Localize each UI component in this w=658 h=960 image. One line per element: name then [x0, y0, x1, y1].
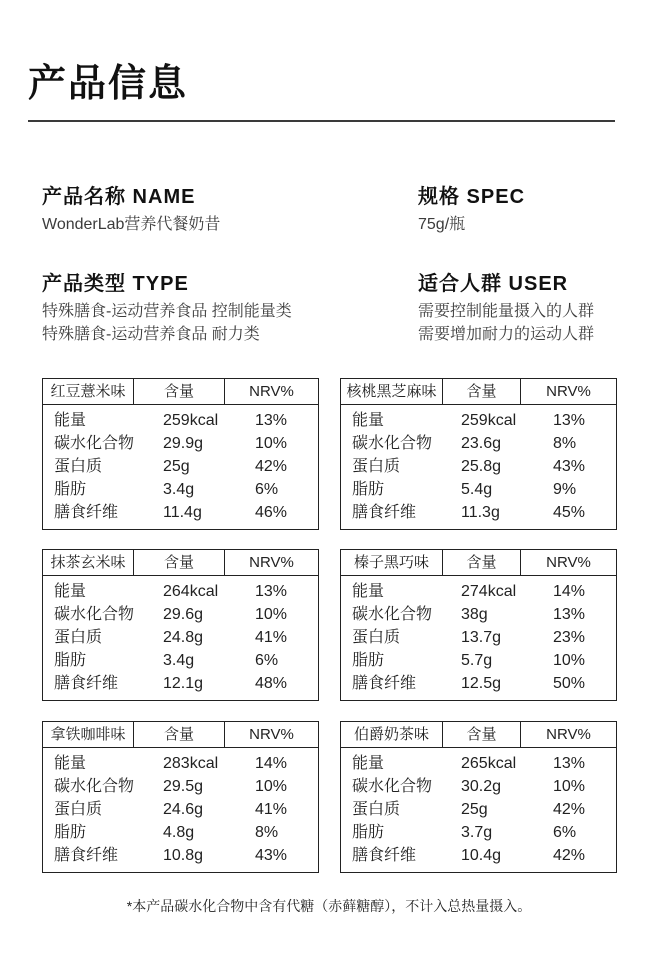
product-type-block: [42, 272, 372, 346]
nutrient-nrv: 41%: [255, 801, 288, 818]
nutrient-name: 能量: [352, 583, 385, 600]
table-row: [352, 478, 616, 501]
nutrition-table-hazelnut-dark-chocolate: [340, 549, 617, 701]
table-row: [352, 649, 616, 672]
nutrient-amount: 24.6g: [163, 801, 204, 818]
nutrient-amount: 11.3g: [461, 504, 500, 521]
nutrient-amount: 3.7g: [461, 824, 493, 841]
column-header-nrv: NRV%: [546, 554, 591, 571]
nutrient-name: 碳水化合物: [352, 778, 433, 795]
table-header: [43, 550, 318, 576]
table-row: [352, 501, 616, 524]
nutrient-amount: 5.7g: [461, 652, 493, 669]
flavor-name: 榛子黑巧味: [341, 550, 443, 575]
flavor-name: 伯爵奶茶味: [341, 722, 443, 747]
target-user-heading: 适合人群 USER: [418, 273, 569, 295]
nutrient-nrv: 9%: [553, 481, 577, 498]
target-user-value: 需要增加耐力的运动人群: [418, 326, 595, 343]
table-row: [54, 455, 318, 478]
column-header-nrv: NRV%: [249, 726, 294, 743]
nutrient-amount: 29.9g: [163, 435, 204, 452]
nutrient-name: 能量: [54, 412, 87, 429]
nutrient-nrv: 42%: [553, 801, 586, 818]
nutrient-amount: 10.4g: [461, 847, 502, 864]
table-body: [43, 576, 318, 695]
nutrient-amount: 12.5g: [461, 675, 502, 692]
nutrient-name: 蛋白质: [54, 629, 103, 646]
nutrition-table-earl-grey-milk-tea: [340, 721, 617, 873]
column-header-nrv: NRV%: [249, 554, 294, 571]
nutrient-amount: 25g: [461, 801, 488, 818]
product-spec-block: [418, 185, 648, 236]
nutrient-nrv: 42%: [553, 847, 586, 864]
nutrient-name: 能量: [352, 755, 385, 772]
nutrient-name: 蛋白质: [352, 629, 401, 646]
table-row: [54, 672, 318, 695]
nutrient-nrv: 13%: [255, 412, 288, 429]
nutrient-name: 碳水化合物: [352, 435, 433, 452]
nutrient-name: 碳水化合物: [352, 606, 433, 623]
nutrient-amount: 283kcal: [163, 755, 219, 772]
nutrient-nrv: 50%: [553, 675, 586, 692]
table-row: [352, 409, 616, 432]
table-row: [352, 432, 616, 455]
nutrient-nrv: 6%: [255, 652, 279, 669]
nutrient-amount: 11.4g: [163, 504, 202, 521]
nutrient-name: 碳水化合物: [54, 435, 135, 452]
table-row: [54, 752, 318, 775]
nutrient-nrv: 6%: [255, 481, 279, 498]
nutrient-name: 蛋白质: [54, 458, 103, 475]
flavor-name: 红豆薏米味: [43, 379, 134, 404]
nutrient-nrv: 42%: [255, 458, 288, 475]
page-title: 产品信息: [28, 63, 189, 105]
nutrient-amount: 29.6g: [163, 606, 204, 623]
nutrient-nrv: 13%: [553, 755, 586, 772]
product-type-heading: 产品类型 TYPE: [42, 273, 189, 295]
nutrient-name: 碳水化合物: [54, 606, 135, 623]
nutrient-nrv: 13%: [553, 412, 586, 429]
table-header: [43, 379, 318, 405]
nutrient-name: 膳食纤维: [352, 675, 417, 692]
table-row: [352, 672, 616, 695]
nutrition-table-latte-coffee: [42, 721, 319, 873]
column-header-amount: 含量: [443, 722, 521, 747]
nutrient-amount: 38g: [461, 606, 488, 623]
nutrient-nrv: 41%: [255, 629, 288, 646]
nutrient-nrv: 10%: [553, 652, 586, 669]
title-divider: [28, 120, 615, 122]
table-row: [54, 626, 318, 649]
table-row: [352, 455, 616, 478]
table-row: [352, 752, 616, 775]
table-body: [341, 405, 616, 524]
nutrient-name: 脂肪: [352, 481, 385, 498]
nutrient-name: 脂肪: [54, 824, 87, 841]
table-row: [54, 501, 318, 524]
target-user-block: [418, 272, 648, 346]
product-name-block: [42, 185, 272, 236]
nutrition-table-red-bean-barley: [42, 378, 319, 530]
table-header: [341, 379, 616, 405]
nutrient-name: 脂肪: [352, 652, 385, 669]
nutrient-amount: 29.5g: [163, 778, 204, 795]
table-row: [54, 844, 318, 867]
nutrient-name: 能量: [54, 583, 87, 600]
nutrient-name: 脂肪: [352, 824, 385, 841]
nutrient-amount: 3.4g: [163, 652, 195, 669]
nutrient-amount: 274kcal: [461, 583, 517, 600]
nutrient-nrv: 10%: [255, 778, 288, 795]
nutrient-amount: 259kcal: [163, 412, 219, 429]
nutrient-nrv: 45%: [553, 504, 586, 521]
nutrient-nrv: 6%: [553, 824, 577, 841]
table-row: [352, 603, 616, 626]
nutrient-nrv: 43%: [255, 847, 288, 864]
table-row: [54, 580, 318, 603]
nutrient-name: 膳食纤维: [54, 504, 119, 521]
column-header-amount: 含量: [134, 379, 225, 404]
product-spec-value: 75g/瓶: [418, 216, 466, 233]
flavor-name: 拿铁咖啡味: [43, 722, 134, 747]
table-row: [352, 798, 616, 821]
nutrient-nrv: 8%: [255, 824, 279, 841]
nutrient-name: 膳食纤维: [352, 504, 417, 521]
table-row: [352, 821, 616, 844]
nutrient-nrv: 48%: [255, 675, 288, 692]
nutrition-table-matcha-brown-rice: [42, 549, 319, 701]
nutrient-nrv: 10%: [255, 435, 288, 452]
nutrient-name: 蛋白质: [352, 458, 401, 475]
nutrient-nrv: 10%: [553, 778, 586, 795]
column-header-amount: 含量: [134, 722, 225, 747]
table-row: [54, 478, 318, 501]
nutrient-amount: 265kcal: [461, 755, 517, 772]
table-row: [54, 821, 318, 844]
nutrient-nrv: 23%: [553, 629, 586, 646]
nutrient-amount: 264kcal: [163, 583, 219, 600]
column-header-nrv: NRV%: [249, 383, 294, 400]
table-header: [341, 722, 616, 748]
flavor-name: 核桃黑芝麻味: [341, 379, 443, 404]
target-user-value: 需要控制能量摄入的人群: [418, 303, 595, 320]
footnote: *本产品碳水化合物中含有代糖（赤藓糖醇），不计入总热量摄入。: [126, 898, 532, 914]
nutrient-amount: 30.2g: [461, 778, 502, 795]
table-header: [341, 550, 616, 576]
table-header: [43, 722, 318, 748]
table-row: [54, 775, 318, 798]
nutrient-amount: 25.8g: [461, 458, 502, 475]
product-spec-heading: 规格 SPEC: [418, 186, 526, 208]
column-header-nrv: NRV%: [546, 383, 591, 400]
table-row: [352, 626, 616, 649]
nutrient-name: 能量: [54, 755, 87, 772]
table-row: [54, 603, 318, 626]
nutrient-nrv: 10%: [255, 606, 288, 623]
nutrient-name: 脂肪: [54, 481, 87, 498]
nutrient-name: 膳食纤维: [54, 675, 119, 692]
table-row: [54, 798, 318, 821]
nutrient-name: 蛋白质: [352, 801, 401, 818]
flavor-name: 抹茶玄米味: [43, 550, 134, 575]
nutrient-amount: 23.6g: [461, 435, 502, 452]
nutrient-amount: 24.8g: [163, 629, 204, 646]
nutrient-name: 能量: [352, 412, 385, 429]
table-body: [43, 748, 318, 867]
nutrient-name: 碳水化合物: [54, 778, 135, 795]
nutrient-nrv: 8%: [553, 435, 577, 452]
nutrient-nrv: 14%: [255, 755, 288, 772]
nutrient-name: 脂肪: [54, 652, 87, 669]
table-row: [352, 580, 616, 603]
table-body: [341, 576, 616, 695]
column-header-nrv: NRV%: [546, 726, 591, 743]
nutrition-table-walnut-black-sesame: [340, 378, 617, 530]
table-row: [54, 409, 318, 432]
table-row: [352, 844, 616, 867]
nutrient-amount: 259kcal: [461, 412, 517, 429]
table-row: [54, 649, 318, 672]
nutrient-name: 蛋白质: [54, 801, 103, 818]
nutrient-amount: 25g: [163, 458, 190, 475]
nutrient-amount: 3.4g: [163, 481, 195, 498]
nutrient-nrv: 13%: [553, 606, 586, 623]
product-type-value: 特殊膳食-运动营养食品 控制能量类: [42, 303, 292, 320]
nutrient-amount: 13.7g: [461, 629, 502, 646]
product-name-heading: 产品名称 NAME: [42, 186, 196, 208]
nutrient-amount: 4.8g: [163, 824, 195, 841]
product-type-value: 特殊膳食-运动营养食品 耐力类: [42, 326, 260, 343]
nutrient-name: 膳食纤维: [54, 847, 119, 864]
table-row: [352, 775, 616, 798]
table-row: [54, 432, 318, 455]
column-header-amount: 含量: [443, 379, 521, 404]
nutrient-name: 膳食纤维: [352, 847, 417, 864]
table-body: [43, 405, 318, 524]
table-body: [341, 748, 616, 867]
nutrient-amount: 12.1g: [163, 675, 204, 692]
nutrient-nrv: 43%: [553, 458, 586, 475]
nutrient-nrv: 13%: [255, 583, 288, 600]
column-header-amount: 含量: [443, 550, 521, 575]
nutrient-amount: 5.4g: [461, 481, 493, 498]
nutrient-nrv: 14%: [553, 583, 586, 600]
nutrient-nrv: 46%: [255, 504, 288, 521]
column-header-amount: 含量: [134, 550, 225, 575]
nutrient-amount: 10.8g: [163, 847, 204, 864]
product-name-value: WonderLab营养代餐奶昔: [42, 216, 221, 233]
